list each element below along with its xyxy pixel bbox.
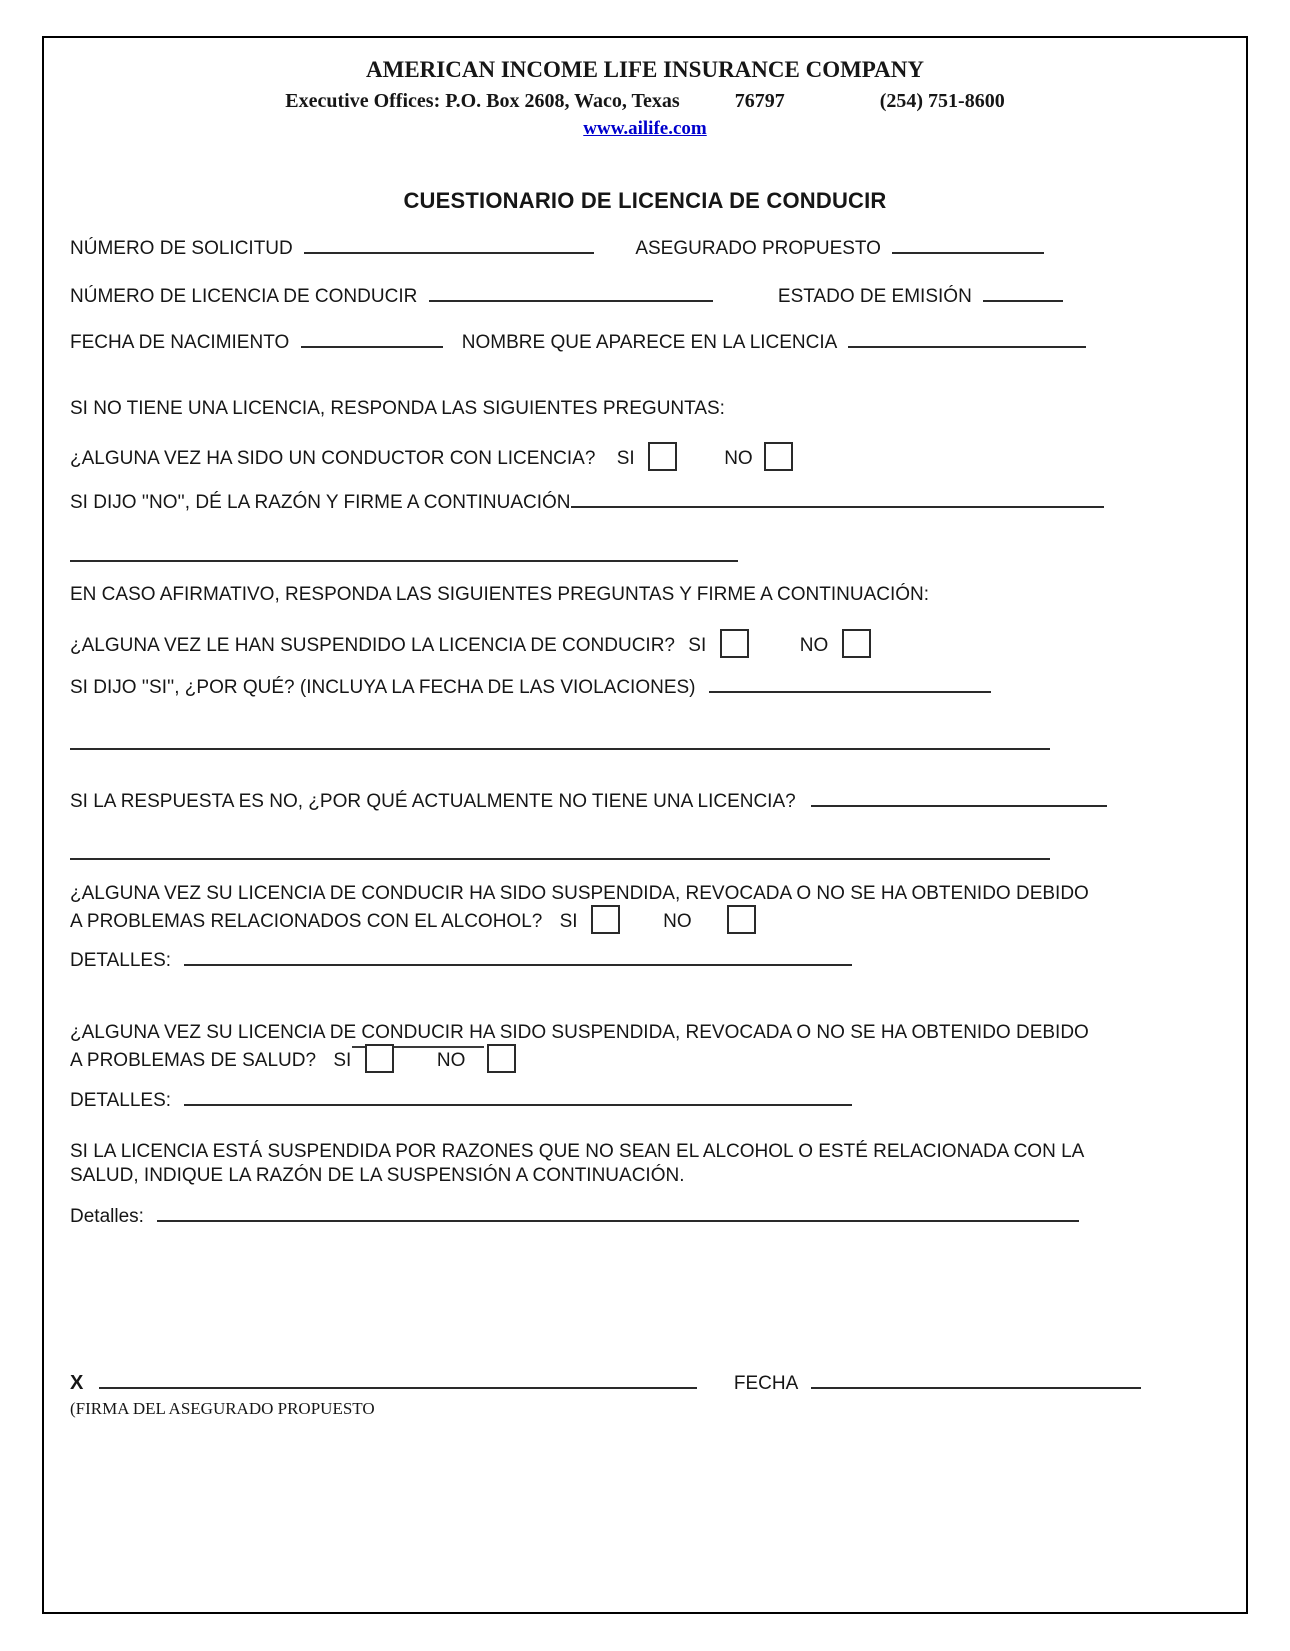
no-reason-continuation-row xyxy=(70,542,738,570)
license-number-label: NÚMERO DE LICENCIA DE CONDUCIR xyxy=(70,286,418,307)
application-number-blank[interactable] xyxy=(304,237,594,254)
suspended-no-checkbox[interactable] xyxy=(842,629,871,658)
issue-state-blank[interactable] xyxy=(983,285,1063,302)
alcohol-question-line2: A PROBLEMAS RELACIONADOS CON EL ALCOHOL? xyxy=(70,911,543,932)
form-title: CUESTIONARIO DE LICENCIA DE CONDUCIR xyxy=(403,188,887,213)
no-license-intro: SI NO TIENE UNA LICENCIA, RESPONDA LAS SIGUIENTES PREGUNTAS: xyxy=(70,398,725,419)
licensed-driver-followup-label: SI DIJO ''NO'', DÉ LA RAZÓN Y FIRME A CONTINUACIÓN xyxy=(70,492,571,513)
health-details-label: DETALLES: xyxy=(70,1090,172,1111)
si-label: SI xyxy=(616,448,635,469)
alcohol-question-line2-row xyxy=(70,905,756,935)
no-license-why-blank[interactable] xyxy=(811,790,1107,807)
website-row xyxy=(0,116,1290,142)
license-name-label: NOMBRE QUE APARECE EN LA LICENCIA xyxy=(461,332,837,353)
health-details-blank[interactable] xyxy=(184,1089,852,1106)
no-label: NO xyxy=(663,911,692,932)
no-license-why-continuation-row xyxy=(70,840,1050,868)
no-label: NO xyxy=(436,1050,466,1071)
licensed-driver-no-checkbox[interactable] xyxy=(764,442,793,471)
suspended-followup-label: SI DIJO ''SI'', ¿POR QUÉ? (INCLUYA LA FECHA DE LAS VIOLACIONES) xyxy=(70,677,696,698)
health-question-line1: ¿ALGUNA VEZ SU LICENCIA DE CONDUCIR HA SIDO SUSPENDIDA, REVOCADA O NO SE HA OBTENIDO DEBIDO xyxy=(70,1022,1089,1043)
no-reason-blank[interactable] xyxy=(571,491,1104,508)
license-number-blank[interactable] xyxy=(429,285,713,302)
no-reason-blank-2[interactable] xyxy=(70,542,738,562)
alcohol-details-row xyxy=(70,948,852,974)
health-question-line2-row xyxy=(70,1044,516,1074)
si-label: SI xyxy=(688,635,707,656)
offices-line xyxy=(0,88,1290,114)
licensed-driver-followup-row xyxy=(70,490,1104,516)
health-no-checkbox[interactable] xyxy=(487,1044,516,1073)
suspended-why-blank-2[interactable] xyxy=(70,730,1050,750)
date-blank[interactable] xyxy=(811,1372,1141,1389)
alcohol-details-label: DETALLES: xyxy=(70,950,172,971)
licensed-driver-si-checkbox[interactable] xyxy=(648,442,677,471)
issue-state-label: ESTADO DE EMISIÓN xyxy=(777,286,972,307)
phone-text: (254) 751-8600 xyxy=(879,90,1005,112)
suspended-why-continuation-row xyxy=(70,730,1050,758)
field-row-license xyxy=(70,284,1063,310)
zip-text: 76797 xyxy=(734,90,785,112)
no-label: NO xyxy=(799,635,829,656)
offices-text: Executive Offices: P.O. Box 2608, Waco, Texas xyxy=(285,90,680,112)
alcohol-no-checkbox[interactable] xyxy=(727,905,756,934)
birth-date-blank[interactable] xyxy=(301,331,443,348)
health-si-checkbox[interactable] xyxy=(365,1044,394,1073)
licensed-driver-question-row xyxy=(70,442,793,472)
other-details-label: Detalles: xyxy=(70,1206,144,1227)
suspended-question: ¿ALGUNA VEZ LE HAN SUSPENDIDO LA LICENCIA DE CONDUCIR? xyxy=(70,635,675,656)
suspended-si-checkbox[interactable] xyxy=(720,629,749,658)
health-details-row xyxy=(70,1088,852,1114)
si-label: SI xyxy=(333,1050,352,1071)
field-row-birth xyxy=(70,330,1086,356)
affirmative-intro: EN CASO AFIRMATIVO, RESPONDA LAS SIGUIENTES PREGUNTAS Y FIRME A CONTINUACIÓN: xyxy=(70,584,930,605)
suspended-why-blank[interactable] xyxy=(709,676,991,693)
no-license-why-blank-2[interactable] xyxy=(70,840,1050,860)
alcohol-si-checkbox[interactable] xyxy=(591,905,620,934)
alcohol-question-line1: ¿ALGUNA VEZ SU LICENCIA DE CONDUCIR HA SIDO SUSPENDIDA, REVOCADA O NO SE HA OBTENIDO DEBIDO xyxy=(70,883,1089,904)
application-number-label: NÚMERO DE SOLICITUD xyxy=(70,238,293,259)
signature-blank[interactable] xyxy=(99,1372,697,1389)
license-name-blank[interactable] xyxy=(848,331,1086,348)
alcohol-details-blank[interactable] xyxy=(184,949,852,966)
other-reason-line1: SI LA LICENCIA ESTÁ SUSPENDIDA POR RAZONES QUE NO SEAN EL ALCOHOL O ESTÉ RELACIONADA CON LA xyxy=(70,1141,1085,1162)
no-label: NO xyxy=(724,448,753,469)
other-details-row xyxy=(70,1204,1079,1230)
birth-date-label: FECHA DE NACIMIENTO xyxy=(70,332,290,353)
licensed-driver-question: ¿ALGUNA VEZ HA SIDO UN CONDUCTOR CON LICENCIA? xyxy=(70,448,596,469)
signature-x-label: X xyxy=(70,1372,84,1394)
fecha-label: FECHA xyxy=(733,1373,798,1394)
company-name: AMERICAN INCOME LIFE INSURANCE COMPANY xyxy=(366,57,924,82)
signature-row xyxy=(70,1370,1141,1397)
other-details-blank[interactable] xyxy=(157,1205,1079,1222)
health-question-line2: A PROBLEMAS DE SALUD? xyxy=(70,1050,317,1071)
suspended-question-row xyxy=(70,629,871,659)
field-row-application xyxy=(70,236,1044,262)
no-license-why-row xyxy=(70,789,1107,815)
signature-caption: (FIRMA DEL ASEGURADO PROPUESTO xyxy=(70,1399,375,1418)
no-license-why-question: SI LA RESPUESTA ES NO, ¿POR QUÉ ACTUALMENTE NO TIENE UNA LICENCIA? xyxy=(70,791,796,812)
proposed-insured-blank[interactable] xyxy=(892,237,1044,254)
suspended-followup-row xyxy=(70,675,991,701)
proposed-insured-label: ASEGURADO PROPUESTO xyxy=(635,238,881,259)
other-reason-line2: SALUD, INDIQUE LA RAZÓN DE LA SUSPENSIÓN A CONTINUACIÓN. xyxy=(70,1165,685,1186)
si-label: SI xyxy=(559,911,578,932)
website-link[interactable]: www.ailife.com xyxy=(583,118,707,139)
